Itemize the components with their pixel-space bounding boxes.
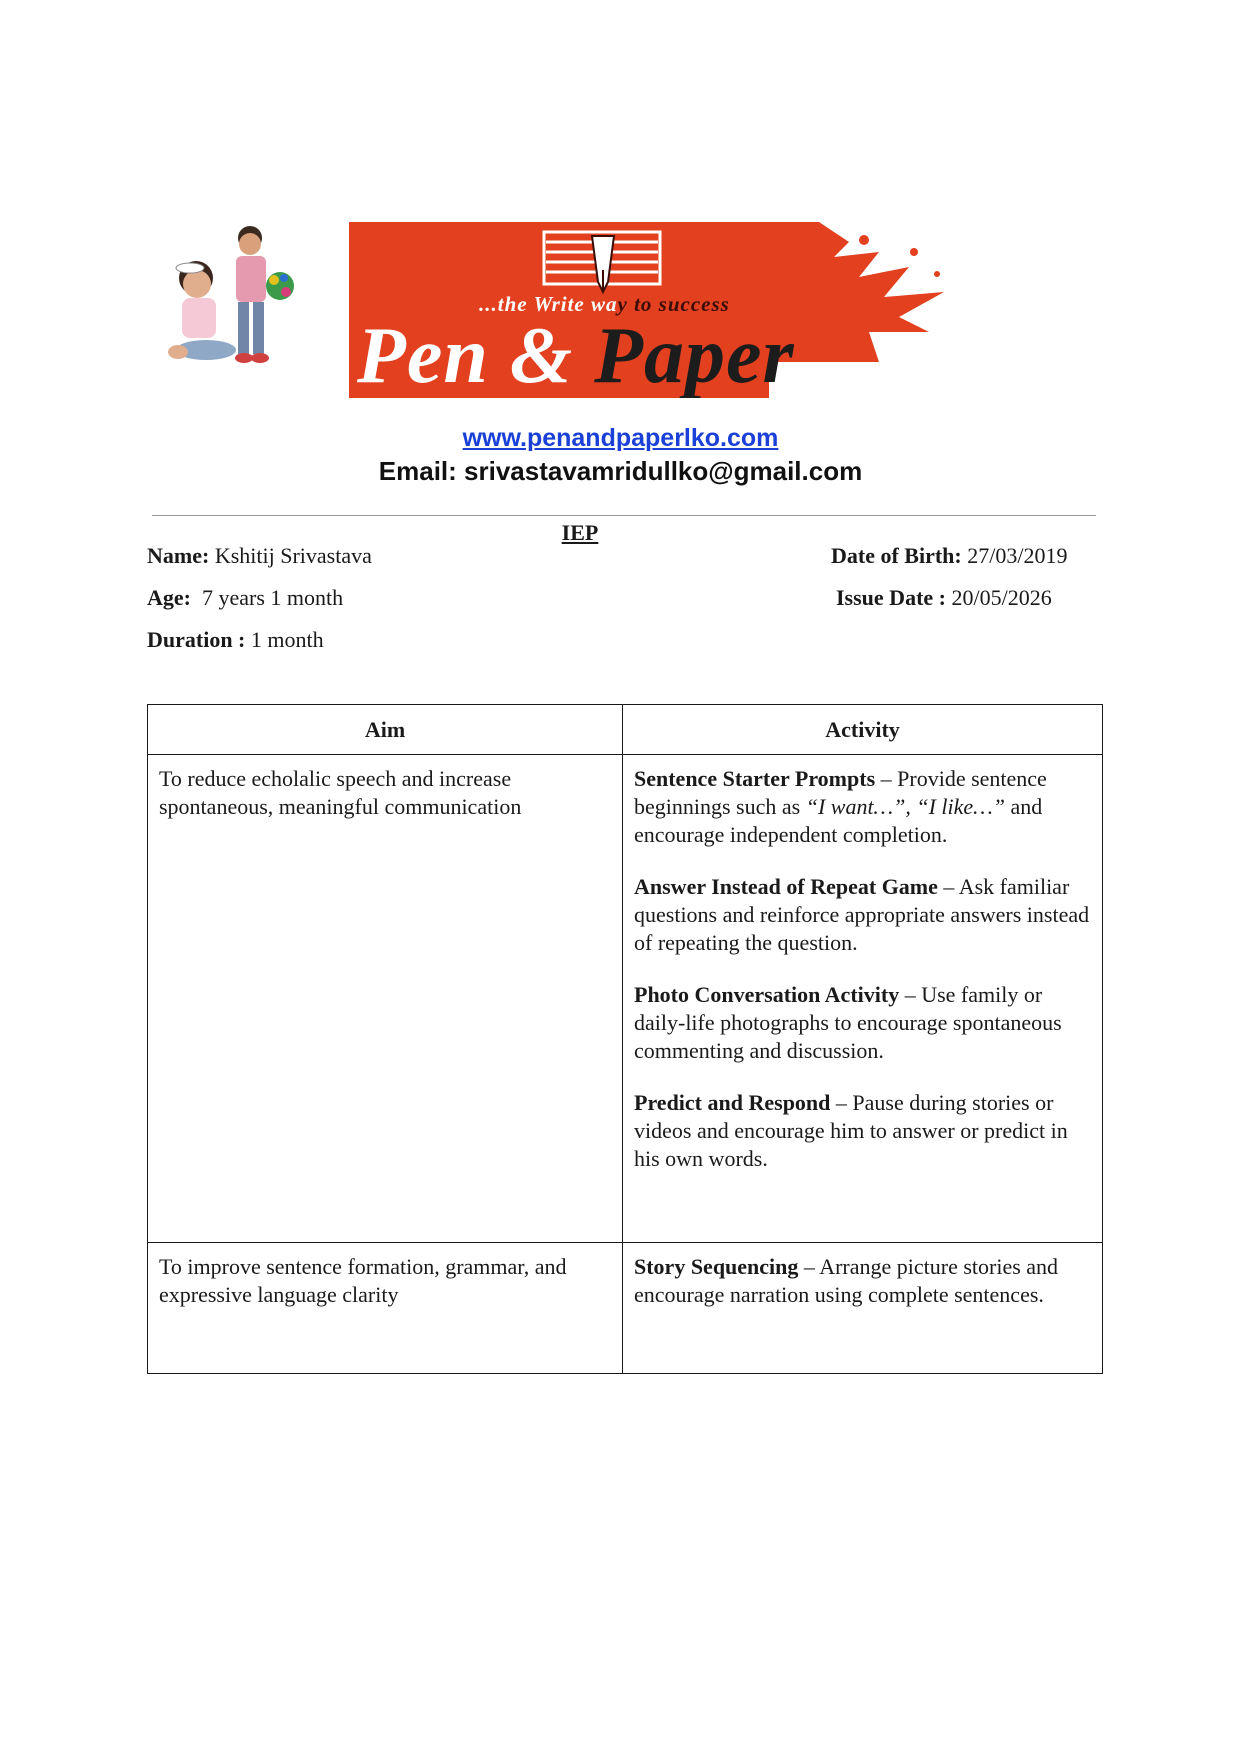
activity-item <box>634 1253 1091 1309</box>
dob-value: 27/03/2019 <box>961 543 1068 568</box>
tagline-part1: ...the Write wa <box>479 292 618 316</box>
aim-cell: To reduce echolalic speech and increase spontaneous, meaningful communication <box>148 755 623 1243</box>
activity-title: Sentence Starter Prompts <box>634 766 876 791</box>
duration-field <box>147 627 324 653</box>
age-label: Age: <box>147 585 191 610</box>
age-value: 7 years 1 month <box>190 585 344 610</box>
brand-banner <box>349 222 1089 398</box>
dob-label: Date of Birth: <box>831 543 962 568</box>
activity-item <box>634 1089 1091 1173</box>
brand-logotype <box>357 314 795 398</box>
issue-date-label: Issue Date : <box>836 585 946 610</box>
name-value: Kshitij Srivastava <box>209 543 372 568</box>
tagline-part2: y to success <box>617 292 730 316</box>
activity-text: – Provide sentence beginnings such as <box>634 766 1047 819</box>
brand-part1: Pen & <box>357 312 595 398</box>
activity-cell <box>623 1243 1103 1374</box>
activity-title: Answer Instead of Repeat Game <box>634 874 938 899</box>
table-row <box>148 755 1103 1243</box>
table-row <box>148 1243 1103 1374</box>
children-photo <box>166 222 310 380</box>
activity-text: – Ask familiar questions and reinforce appropriate answers instead of repeating the question. <box>634 874 1090 955</box>
activity-title: Predict and Respond <box>634 1090 831 1115</box>
duration-value: 1 month <box>245 627 324 652</box>
activity-title: Story Sequencing <box>634 1254 799 1279</box>
duration-label: Duration : <box>147 627 246 652</box>
activity-text-end: and encourage independent completion. <box>634 794 1043 847</box>
name-label: Name: <box>147 543 210 568</box>
activity-item <box>634 765 1091 849</box>
activity-item <box>634 873 1091 957</box>
activity-column-header: Activity <box>623 705 1103 755</box>
iep-table <box>147 704 1103 1374</box>
activity-item <box>634 981 1091 1065</box>
dob-field <box>831 543 1067 569</box>
age-field <box>147 585 343 611</box>
activity-cell <box>623 755 1103 1243</box>
activity-title: Photo Conversation Activity <box>634 982 900 1007</box>
activity-text: – Use family or daily-life photographs to encourage spontaneous commenting and discussion. <box>634 982 1062 1063</box>
issue-date-value: 20/05/2026 <box>946 585 1052 610</box>
document-title: IEP <box>561 520 599 545</box>
activity-example: “I want…”, “I like…” <box>805 794 1005 819</box>
header-divider <box>152 515 1096 516</box>
table-header-row <box>148 705 1103 755</box>
brand-part2: Paper <box>594 312 795 398</box>
name-field <box>147 543 372 569</box>
aim-column-header: Aim <box>148 705 623 755</box>
activity-text: – Pause during stories or videos and encourage him to answer or predict in his own words. <box>634 1090 1068 1171</box>
website-link[interactable]: www.penandpaperlko.com <box>462 424 779 452</box>
activity-text: – Arrange picture stories and encourage narration using complete sentences. <box>634 1254 1059 1307</box>
issue-date-field <box>836 585 1052 611</box>
aim-cell: To improve sentence formation, grammar, and expressive language clarity <box>148 1243 623 1374</box>
contact-email: Email: srivastavamridullko@gmail.com <box>378 456 863 486</box>
